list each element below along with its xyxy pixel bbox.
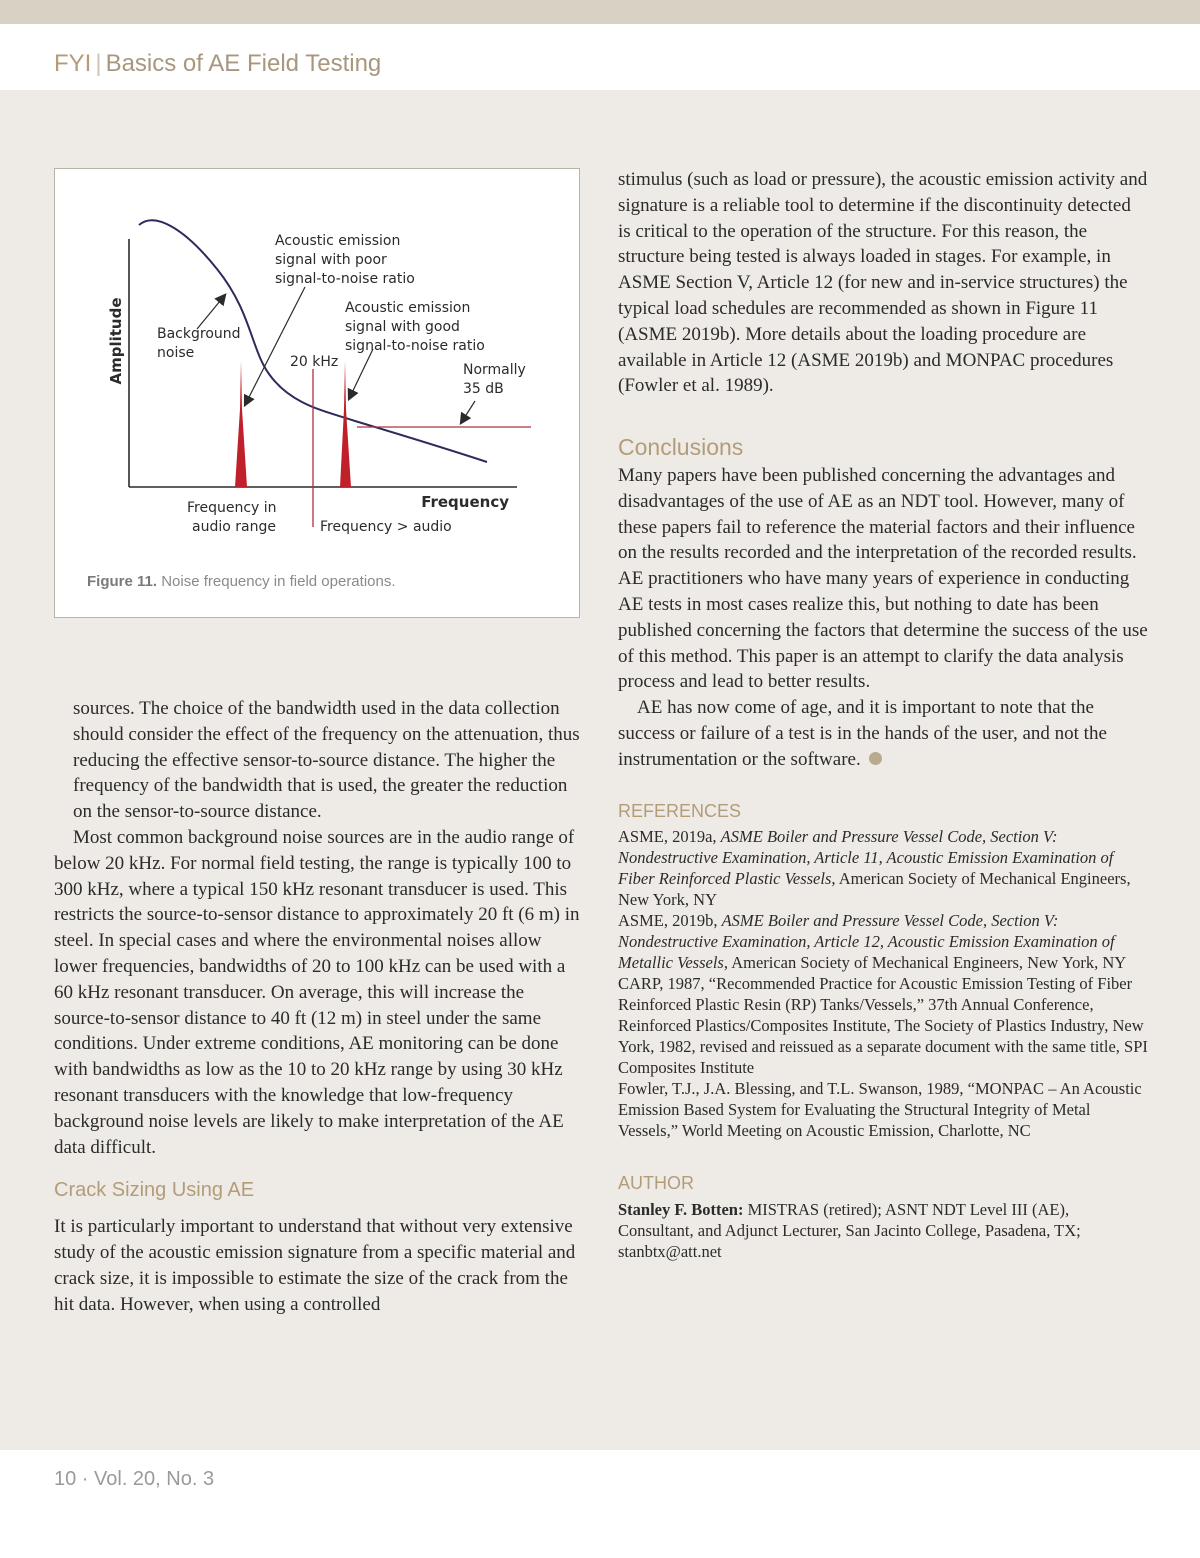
right-paragraph-3	[618, 695, 1148, 772]
label-normally-35db: Normally 35 dB	[463, 362, 526, 397]
right-column	[618, 167, 1148, 1262]
label-background-noise: Background noise	[157, 326, 241, 361]
right-paragraph-2: Many papers have been published concerning the advantages and disadvantages of the use of AE as an NDT tool. However, many of these papers fail to reference the material factors and their influence on the results recorded and the interpretation of the recorded results. AE practitioners who have many years of experience in conducting AE tests in most cases realize this, but nothing to date has been published concerning the factors that determine the success of the use of this method. This paper is an attempt to clarify the data analysis process and lead to better results.	[618, 464, 1148, 693]
header-title	[54, 50, 381, 78]
header-section: FYI	[54, 50, 92, 77]
poor-snr-signal-spike	[235, 361, 247, 487]
good-snr-signal-spike	[340, 361, 351, 487]
figure-caption-label: Figure 11.	[87, 573, 158, 590]
figure-caption	[87, 573, 396, 590]
header-separator: |	[95, 50, 102, 77]
page-number: 10 · Vol. 20, No. 3	[54, 1468, 215, 1490]
x-axis-label: Frequency	[421, 493, 509, 511]
running-header	[0, 24, 1200, 90]
author-name: Stanley F. Botten:	[618, 1200, 744, 1220]
label-poor-snr: Acoustic emission signal with poor signal-to-noise ratio	[275, 233, 415, 287]
reference-item: Fowler, T.J., J.A. Blessing, and T.L. Swanson, 1989, “MONPAC – An Acoustic Emission Based System for Evaluating the Structural Integrity of Metal Vessels,” World Meeting on Acoustic Emission, Charlotte, NC	[618, 1079, 1142, 1141]
author-bio	[618, 1199, 1148, 1262]
author-details: MISTRAS (retired); ASNT NDT Level III (AE), Consultant, and Adjunct Lecturer, San Jacinto College, Pasadena, TX; stanbtx@att.net	[618, 1200, 1081, 1262]
label-above-audio: Frequency > audio	[320, 519, 452, 535]
conclusions-heading: Conclusions	[618, 434, 744, 461]
crack-sizing-heading: Crack Sizing Using AE	[54, 1179, 255, 1202]
left-paragraph-3: It is particularly important to understand that without very extensive study of the acoustic emission signature from a specific material and crack size, it is impossible to estimate the size of the crack from the hit data. However, when using a controlled	[54, 1216, 576, 1315]
label-20khz: 20 kHz	[290, 354, 339, 370]
arrow-poor-snr	[245, 287, 305, 405]
arrow-background	[197, 295, 225, 329]
left-paragraph-2: Most common background noise sources are in the audio range of below 20 kHz. For normal field testing, the range is typically 100 to 300 kHz, where a typical 150 kHz resonant transducer is used. This restricts the source-to-sensor distance to approximately 20 ft (6 m) in steel. In special cases and where the environmental noises allow lower frequencies, bandwidths of 20 to 100 kHz can be used with a 60 kHz resonant transducer. On average, this will increase the source-to-sensor distance to 40 ft (12 m) in steel under the same conditions. Under extreme conditions, AE monitoring can be done with bandwidths as low as the 10 to 20 kHz range by using 30 kHz resonant transducers with the knowledge that low-frequency background noise levels are likely to make interpretation of the AE data difficult.	[54, 826, 580, 1158]
running-footer	[0, 1450, 1200, 1558]
figure-caption-text: Noise frequency in field operations.	[161, 573, 396, 590]
top-color-bar	[0, 0, 1200, 24]
right-paragraph-3-text: AE has now come of age, and it is important to note that the success or failure of a test is in the hands of the user, and not the instrumentation or the software.	[618, 697, 1107, 770]
author-heading: AUTHOR	[618, 1173, 694, 1194]
noise-frequency-diagram	[55, 169, 581, 619]
left-paragraph-1: sources. The choice of the bandwidth used in the data collection should consider the effect of the frequency on the attenuation, thus reducing the effective sensor-to-source distance. The higher the frequency of the bandwidth that is used, the greater the reduction on the sensor-to-source distance.	[73, 698, 580, 823]
references-heading: REFERENCES	[618, 800, 742, 821]
figure-11	[54, 168, 580, 618]
end-of-article-dot	[869, 752, 882, 765]
header-article-title: Basics of AE Field Testing	[105, 50, 382, 77]
reference-item: ASME, 2019a, ASME Boiler and Pressure Vessel Code, Section V: Nondestructive Examination, Article 11, Acoustic Emission Examination of Fiber Reinforced Plastic Vessels, American Society of Mechanical Engineers, New York, NY	[618, 827, 1131, 910]
reference-item: ASME, 2019b, ASME Boiler and Pressure Vessel Code, Section V: Nondestructive Examination, Article 12, Acoustic Emission Examination of Metallic Vessels, American Society of Mechanical Engineers, New York, NY	[618, 911, 1127, 973]
left-column	[54, 696, 582, 1317]
arrow-normally	[461, 401, 475, 423]
y-axis-label: Amplitude	[107, 297, 125, 385]
references-list	[618, 826, 1148, 1141]
reference-item: CARP, 1987, “Recommended Practice for Acoustic Emission Testing of Fiber Reinforced Plastic Resin (RP) Tanks/Vessels,” 37th Annual Conference, Reinforced Plastics/Composites Institute, The Society of Plastics Industry, New York, 1982, revised and reissued as a separate document with the same title, SPI Composites Institute	[618, 974, 1148, 1078]
right-paragraph-1: stimulus (such as load or pressure), the acoustic emission activity and signature is a reliable tool to determine if the discontinuity detected is critical to the operation of the structure. For this reason, the structure being tested is always loaded in stages. For example, in ASME Section V, Article 12 (for new and in-service structures) the typical load schedules are recommended as shown in Figure 11 (ASME 2019b). More details about the loading procedure are available in Article 12 (ASME 2019b) and MONPAC procedures (Fowler et al. 1989).	[618, 169, 1148, 397]
label-audio-range: Frequency in audio range	[187, 500, 277, 535]
arrow-good-snr	[349, 349, 373, 399]
label-good-snr: Acoustic emission signal with good signal-to-noise ratio	[345, 300, 485, 354]
